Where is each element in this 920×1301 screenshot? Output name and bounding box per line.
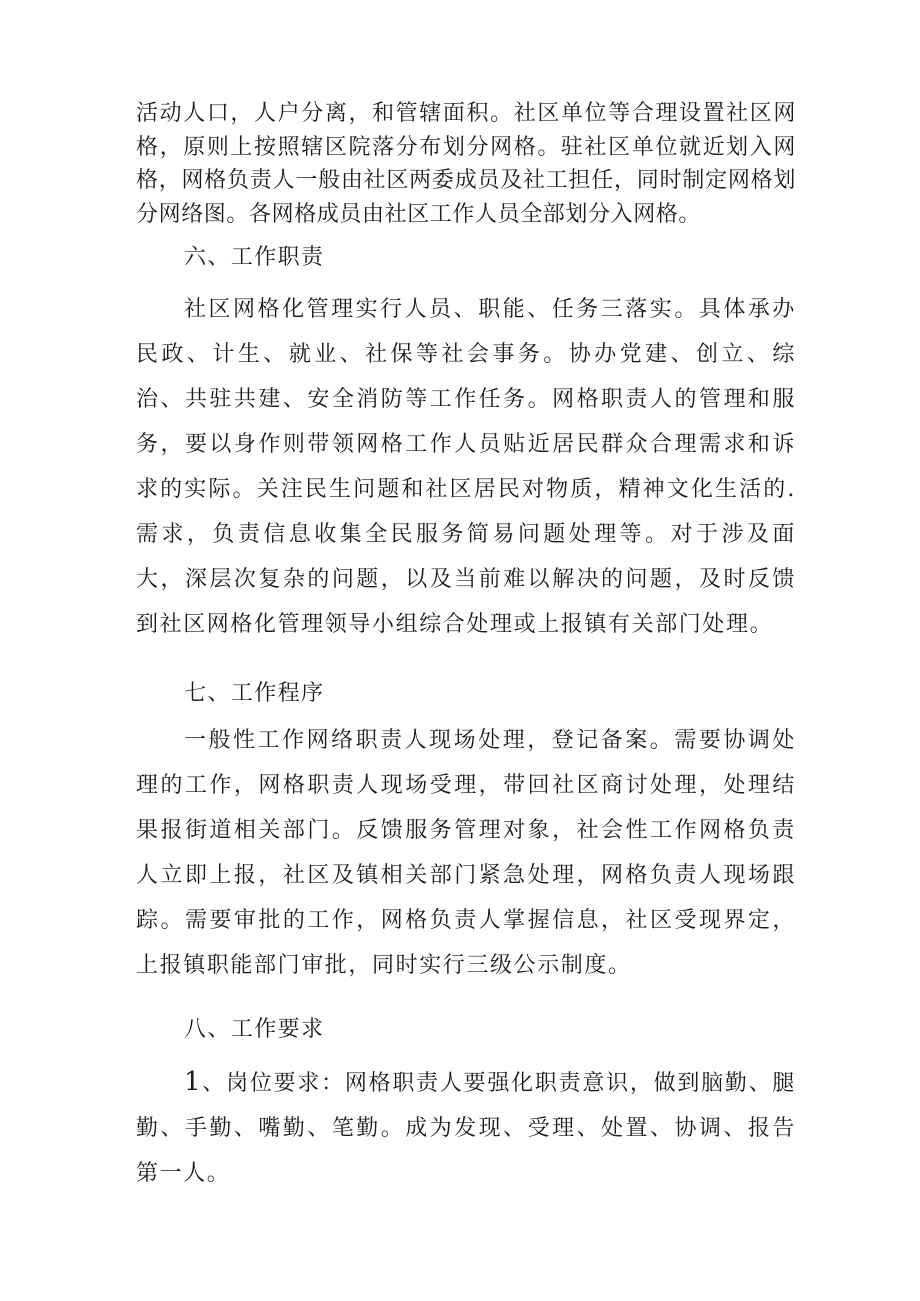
heading-work-procedure: 七、工作程序	[184, 681, 325, 706]
paragraph-intro: 活动人口，人户分离，和管辖面积。社区单位等合理设置社区网格，原则上按照辖区院落分布划分网格。驻社区单位就近划入网格，网格负责人一般由社区两委成员及社工担任，同时制定网格划分网络图。各网格成员由社区工作人员全部划分入网格。	[136, 101, 796, 227]
paragraph-work-requirements	[136, 1060, 796, 1196]
paragraph-work-requirements-text: 、岗位要求：网格职责人要强化职责意识，做到脑勤、腿勤、手勤、嘴勤、笔勤。成为发现、受理、处置、协调、报告第一人。	[136, 1071, 796, 1186]
heading-work-requirements: 八、工作要求	[184, 1017, 325, 1042]
paragraph-work-procedure: 一般性工作网络职责人现场处理，登记备案。需要协调处理的工作，网格职责人现场受理，带回社区商讨处理，处理结果报街道相关部门。反馈服务管理对象，社会性工作网格负责人立即上报，社区及镇相关部门紧急处理，网格负责人现场跟踪。需要审批的工作，网格负责人掌握信息，社区受现界定，上报镇职能部门审批，同时实行三级公示制度。	[136, 728, 796, 978]
heading-work-duties: 六、工作职责	[184, 245, 325, 270]
list-number: 1	[184, 1067, 203, 1097]
paragraph-work-duties: 社区网格化管理实行人员、职能、任务三落实。具体承办民政、计生、就业、社保等社会事务。协办党建、创立、综治、共驻共建、安全消防等工作任务。网格职责人的管理和服务，要以身作则带领网格工作人员贴近居民群众合理需求和诉求的实际。关注民生问题和社区居民对物质，精神文化生活的.需求，负责信息收集全民服务简易问题处理等。对于涉及面大，深层次复杂的问题，以及当前难以解决的问题，及时反馈到社区网格化管理领导小组综合处理或上报镇有关部门处理。	[136, 297, 796, 637]
